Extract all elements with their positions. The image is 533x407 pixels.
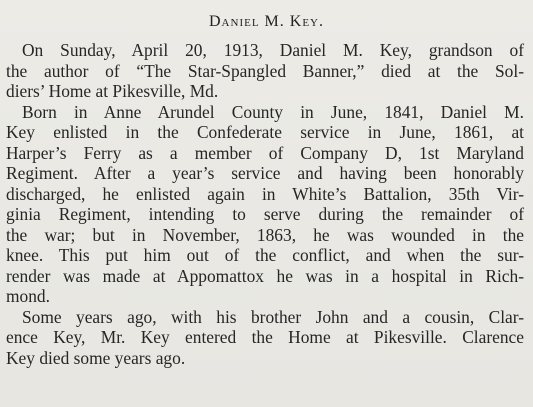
text-line: ginia Regiment, intending to serve during the remainder of [6,204,524,224]
text-line: render was made at Appomattox he was in a hospital in Rich- [6,265,524,286]
text-line: knee. This put him out of the conflict, and when the sur- [6,245,524,265]
text-line: the war; but in November, 1863, he was wounded in the [6,224,524,245]
text-line: Key died some years ago. [6,347,186,368]
text-line: Harper’s Ferry as a member of Company D, 1st Maryland [6,142,524,163]
article-title: Daniel M. Key. [209,13,324,30]
text-line: the author of “The Star-Spangled Banner,” died at the Sol- [6,60,524,81]
text-line: ence Key, Mr. Key entered the Home at Pikesville. Clarence [6,327,524,347]
text-line: Key enlisted in the Confederate service in June, 1861, at [6,122,524,142]
text-line: Regiment. After a year’s service and having been honorably [6,163,524,183]
text-line: discharged, he enlisted again in White’s Battalion, 35th Vir- [6,183,524,204]
text-line: Some years ago, with his brother John and a cousin, Clar- [22,306,524,327]
text-line: diers’ Home at Pikesville, Md. [6,81,219,101]
text-line: Born in Anne Arundel County in June, 1841, Daniel M. [22,101,524,122]
text-line: mond. [6,286,50,306]
article-body [6,40,524,368]
text-line: On Sunday, April 20, 1913, Daniel M. Key, grandson of [22,40,524,60]
